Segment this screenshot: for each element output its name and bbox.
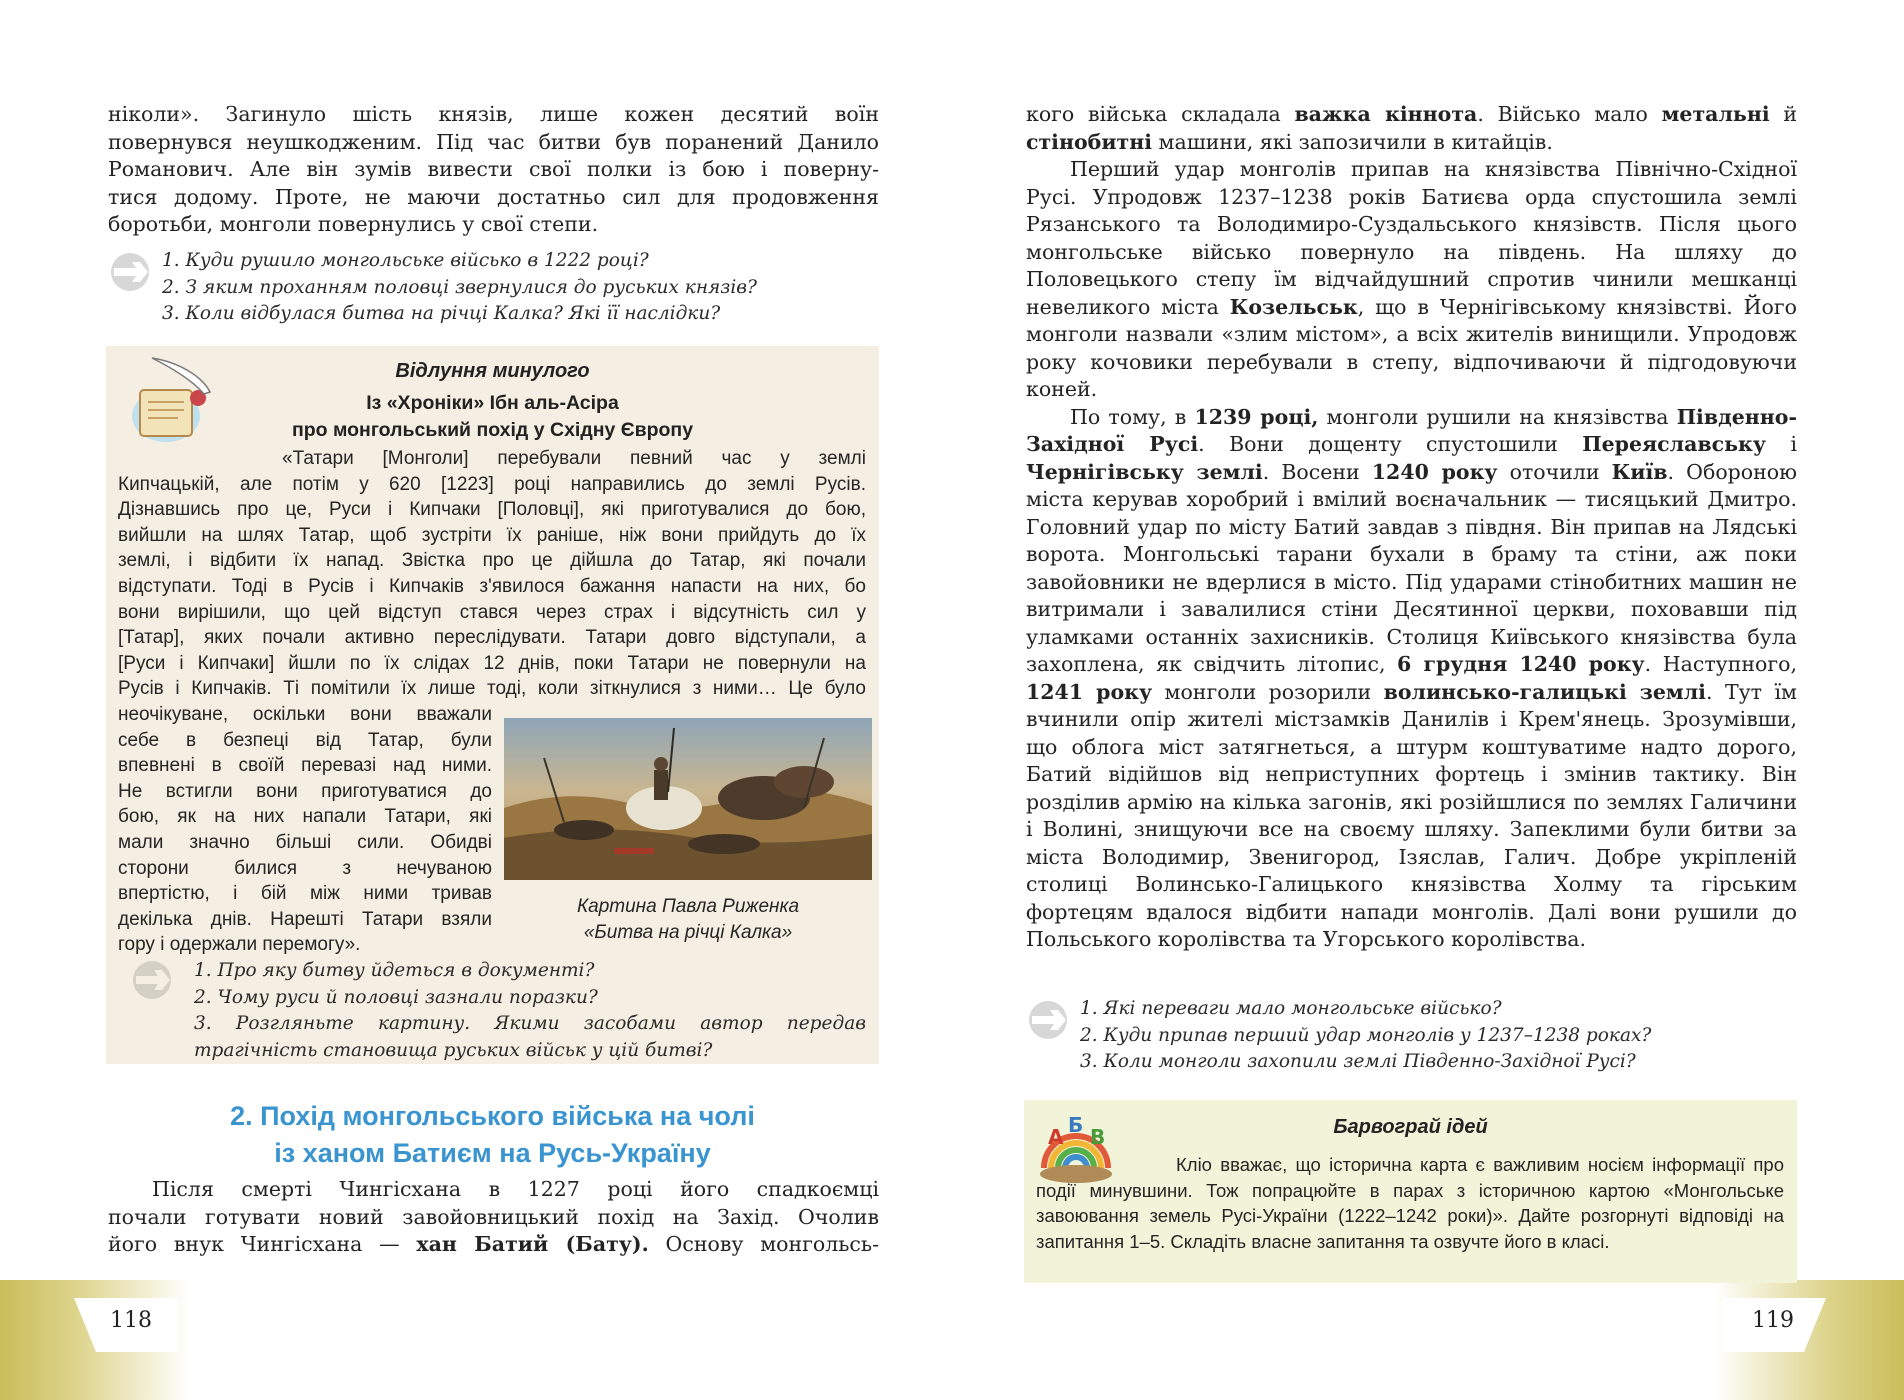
right-main-text <box>1026 101 1797 954</box>
question-line: 2. З яким проханням половці звернулися до руських князів? <box>162 276 757 298</box>
source-line: декілька днів. Нарешті Татари взяли <box>118 908 492 930</box>
text-line: Романович. Але він зумів вивести свої полки із бою і поверну- <box>108 157 879 181</box>
bold-term: Переяславську <box>1582 432 1766 456</box>
source-line: себе в безпеці від Татар, були <box>118 729 492 751</box>
source-box-subtitle: про монгольський похід у Східну Європу <box>291 419 694 441</box>
section-heading-line: 2. Похід монгольського війська на чолі <box>230 1101 755 1131</box>
source-line: відступати. Тоді в Русів і Кипчаків з'явилося бажання напасти на них, бо <box>118 575 866 597</box>
bold-term: метальні <box>1661 102 1770 126</box>
source-line: сторони билися з нечуваною <box>118 857 492 879</box>
bold-term: Козельськ <box>1229 294 1358 319</box>
text-fragment: й <box>1769 102 1797 126</box>
source-line: Не встигли вони приготуватися до <box>118 780 492 802</box>
bold-term: стінобитні <box>1026 129 1153 154</box>
text-line: почали готувати новий завойовницький похід на Захід. Очолив <box>108 1204 879 1229</box>
question-line: 2. Чому руси й половці зазнали поразки? <box>194 986 598 1008</box>
source-box-subtitle: Із «Хроніки» Ібн аль-Асіра <box>366 392 619 414</box>
source-box <box>106 346 879 1064</box>
text-fragment: . Наступного, <box>1644 652 1798 676</box>
source-line: гору і одержали перемогу». <box>118 934 361 956</box>
text-fragment: . Вони дощенту спустошили <box>1198 432 1583 456</box>
bold-term: важка кіннота <box>1294 102 1478 126</box>
paragraph <box>1026 156 1797 404</box>
source-line: вони вирішили, що цей відступ стався через страх і відсутність сил у <box>118 601 866 623</box>
bold-term: Південно-Західної Русі <box>1026 404 1797 456</box>
question-line: 3. Коли відбулася битва на річці Калка? Які її наслідки? <box>162 303 721 324</box>
text-fragment: машини, які запозичили в китайців. <box>1152 129 1553 154</box>
source-line: «Татари [Монголи] перебували певний час у землі <box>282 448 866 469</box>
svg-text:Б: Б <box>1068 1113 1084 1137</box>
source-line: Кипчацькій, але потім у 620 [1223] році направились до землі Русів. <box>118 473 866 495</box>
text-fragment: Перший удар монголів припав на князівства Північно-Східної Русі. Упродовж 1237–1238 років Батиєва орда спустошила землі Рязанського та Володимиро-Суздальського князівств. Після цього монгольське військо повернуло на південь. На шляху до Половецького степу їм відчайдушний спротив чинили мешканці невеликого міста <box>1026 157 1797 319</box>
text-fragment: По тому, в <box>1070 404 1195 429</box>
ideas-box-heading: Барвограй ідей <box>1333 1116 1488 1138</box>
source-line: Русів і Кипчаків. Ті помітили їх лише тоді, коли зіткнулися з ними… Це було <box>118 678 866 700</box>
bold-term: 1240 року <box>1371 459 1498 484</box>
text-fragment: , що в Чернігівському князівстві. Його монголи назвали «злим містом», а всіх жителів винищили. Упродовж року кочовики перебували в степу, відпочиваючи й підгодовуючи коней. <box>1026 294 1797 401</box>
bold-term: 6 грудня 1240 року <box>1397 652 1645 676</box>
ideas-box <box>1024 1100 1797 1283</box>
question-line: 3. Розгляньте картину. Якими засобами автор передав <box>194 1013 866 1034</box>
question-line: 3. Коли монголи захопили землі Південно-Західної Русі? <box>1080 1051 1636 1072</box>
source-line: [Татар], яких почали активно переслідувати. Татари довго відступали, а <box>118 627 866 649</box>
question-line: 2. Куди припав перший удар монголів у 1237–1238 роках? <box>1080 1024 1652 1046</box>
battle-painting <box>504 718 872 880</box>
right-questions-block <box>1026 996 1797 1076</box>
svg-text:А: А <box>1048 1125 1064 1149</box>
source-line: впертістю, і бій між ними тривав <box>118 883 492 905</box>
text-fragment: . Обороною міста керував хоробрий і вмілий воєначальник — тисяцький Дмитро. Головний удар по місту Батий завдав з півдня. Він припав на Лядські ворота. Монгольські тарани бухали в браму та стіни, аж поки завойовники не вдерлися в місто. Під ударами стінобитних машин не витримали і завалилися стіни Десятинної церкви, поховавши під уламками останніх захисників. Столиця Київського князівства була захоплена, як свідчить літопис, <box>1026 459 1797 676</box>
source-questions <box>194 958 866 1064</box>
question-arrow-icon <box>130 958 174 1002</box>
section-heading <box>106 1098 879 1172</box>
caption-line: Картина Павла Риженка <box>576 896 800 917</box>
text-fragment: його внук Чингісхана — <box>108 1232 417 1256</box>
bold-term: волинсько-галицькі землі <box>1383 679 1706 704</box>
caption-line: «Битва на річці Калка» <box>583 921 793 943</box>
bold-term: 1241 року <box>1026 679 1153 704</box>
text-line: тися додому. Проте, не маючи достатньо сил для продовження <box>108 184 879 209</box>
text-fragment: . Восени <box>1262 459 1372 484</box>
source-line: бою, як на них напали Татари, які <box>118 806 492 828</box>
text-line: Після смерті Чингісхана в 1227 році його спадкоємці <box>152 1177 879 1201</box>
question-arrow-icon <box>1026 998 1070 1042</box>
painting-caption <box>504 894 872 945</box>
text-line: ніколи». Загинуло шість князів, лише кожен десятий воїн <box>108 102 879 126</box>
text-fragment: кого війська складала <box>1026 102 1295 126</box>
source-line: мали значно більші сили. Обидві <box>118 831 492 853</box>
question-line: 1. Куди рушило монгольське військо в 1222 році? <box>162 250 649 271</box>
page-number-left: 118 <box>110 1308 152 1333</box>
source-line: вийшли на шлях Татар, щоб зустріти їх раніше, ніж вони прийдуть до їх <box>118 524 866 546</box>
bold-term: Київ <box>1611 459 1668 484</box>
source-line: [Руси і Кипчаки] йшли по їх слідах 12 днів, поки Татари не повернули на <box>118 652 866 674</box>
text-fragment: Основу монгольсь- <box>648 1232 879 1256</box>
section-body-text <box>108 1176 879 1259</box>
text-fragment: оточили <box>1497 459 1612 484</box>
source-text-narrow <box>118 702 492 958</box>
source-text-full <box>118 446 866 702</box>
ideas-box-text: Кліо вважає, що історична карта є важливим носієм інформації про події минувшини. Тож попрацюйте в парах з історичною картою «Монгольське завоювання земель Русі-України (1222–1242 роки)». Дайте розгорнуті відповіді на запитання 1–5. Складіть власне запитання та озвучте його в класі. <box>1036 1154 1784 1252</box>
text-line <box>108 1231 879 1259</box>
page-number-right: 119 <box>1752 1308 1794 1333</box>
text-fragment: і <box>1765 432 1797 456</box>
text-line: повернувся неушкодженим. Під час битви був поранений Данило <box>108 129 879 154</box>
source-line: землі, і відбити їх напад. Звістка про це дійшла до Татар, які почали <box>118 550 866 572</box>
text-fragment: . Тут їм вчинили опір жителі містзамків Данилів і Крем'янець. Зрозумівши, що облога міст затягнеться, а штурм коштуватиме надто дорого, Батий відійшов від неприступних фортець і змінив тактику. Він розділив армію на кілька загонів, які розійшлися по землях Галичини і Волині, знищуючи все на своєму шляху. Запеклими були битви за міста Володимир, Звенигород, Ізяслав, Галич. Добре укріпленій столиці Волинсько-Галицького князівства Холму та гірським фортецям вдалося відбити напади монголів. Далі вони рушили до Польського королівства та Угорського королівства. <box>1026 679 1797 951</box>
question-line: 1. Які переваги мало монгольське військо? <box>1080 998 1502 1019</box>
paragraph <box>1026 404 1797 954</box>
text-fragment: . Військо мало <box>1477 102 1662 126</box>
text-line: боротьби, монголи повернулись у свої степи. <box>108 212 599 236</box>
question-line: трагічність становища руських військ у цій битві? <box>194 1039 713 1061</box>
source-line: Дізнавшись про це, Руси і Кипчаки [Половці], які приготувалися до бою, <box>118 499 866 521</box>
bold-term: хан Батий (Бату). <box>416 1232 649 1256</box>
section-heading-line: із ханом Батиєм на Русь-Україну <box>274 1138 711 1168</box>
left-questions-block <box>108 248 879 328</box>
source-line: впевнені в своїй перевазі над ними. <box>118 755 492 777</box>
source-box-heading: Відлуння минулого <box>395 360 590 382</box>
left-intro-text <box>108 101 879 239</box>
footer-decoration <box>0 1280 1904 1400</box>
text-fragment: монголи рушили на князівства <box>1318 404 1677 429</box>
source-line: неочікуване, оскільки вони вважали <box>118 704 492 725</box>
bold-term: 1239 році, <box>1194 404 1319 429</box>
text-fragment: монголи розорили <box>1152 679 1384 704</box>
paragraph <box>1026 101 1797 156</box>
question-arrow-icon <box>108 250 152 294</box>
bold-term: Чернігівську землі <box>1026 459 1263 484</box>
svg-text:В: В <box>1090 1125 1106 1149</box>
question-line: 1. Про яку битву йдеться в документі? <box>194 960 595 981</box>
